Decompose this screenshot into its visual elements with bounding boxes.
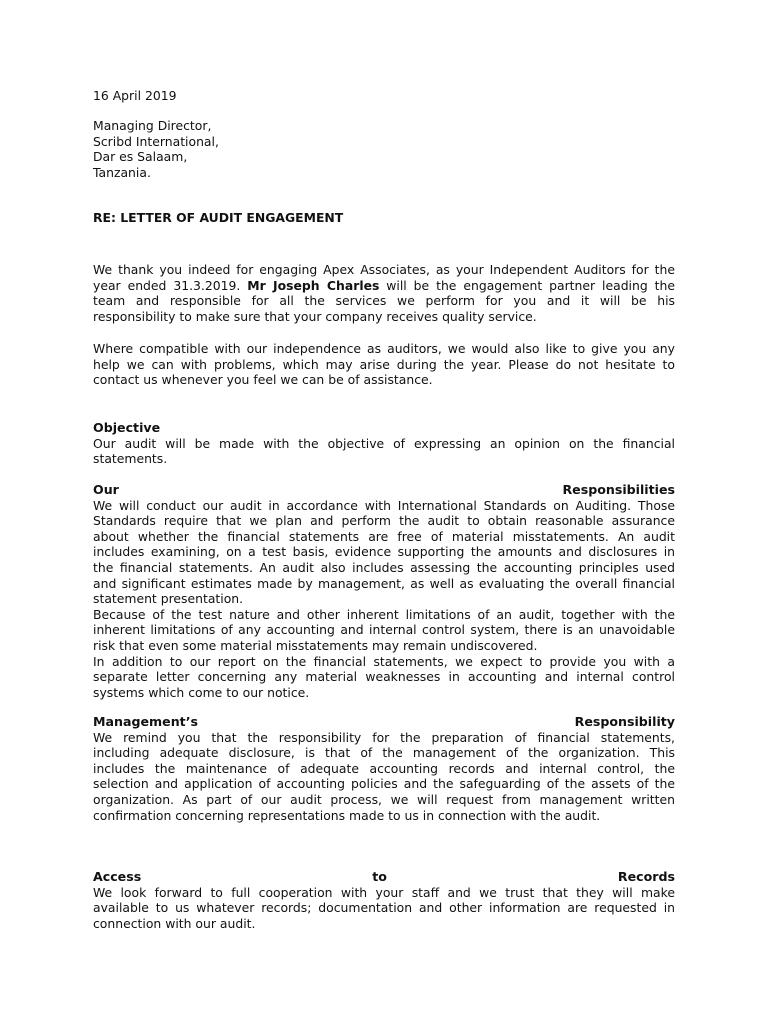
text-span: year ended 31.3.2019. <box>93 277 248 293</box>
intro-paragraph <box>93 262 675 324</box>
paragraph-line <box>93 278 675 294</box>
paragraph-line: about whether the financial statements are free of material misstatements. An audit <box>93 528 675 544</box>
paragraph-line: We remind you that the responsibility for the preparation of financial statements, <box>93 729 675 745</box>
recipient-line: Scribd International, <box>93 133 219 149</box>
recipient-address <box>93 118 675 180</box>
paragraph-line: organization. As part of our audit process, we will request from management written <box>93 791 675 807</box>
letter-subject: RE: LETTER OF AUDIT ENGAGEMENT <box>93 210 344 225</box>
paragraph-line: confirmation concerning representations made to us in connection with the audit. <box>93 807 601 823</box>
paragraph-line: We thank you indeed for engaging Apex Associates, as your Independent Auditors for the <box>93 262 675 277</box>
paragraph-line: statement presentation. <box>93 591 244 607</box>
paragraph-line: includes the maintenance of adequate accounting records and internal control, the <box>93 760 675 776</box>
responsibilities-section <box>93 482 675 700</box>
section-heading: Management’s Responsibility <box>93 714 675 729</box>
paragraph-line: We will conduct our audit in accordance with International Standards on Auditing. Those <box>93 497 675 513</box>
paragraph-line: the financial statements. An audit also includes assessing the accounting principles used <box>93 559 675 575</box>
paragraph-line: including adequate disclosure, is that of the management of the organization. This <box>93 745 675 761</box>
paragraph-line: help we can with problems, which may arise during the year. Please do not hesitate to <box>93 356 675 372</box>
paragraph-line: statements. <box>93 451 168 467</box>
paragraph-line: Standards require that we plan and perform the audit to obtain reasonable assurance <box>93 513 675 529</box>
paragraph-line: selection and application of accounting policies and the safeguarding of the assets of the <box>93 776 675 792</box>
compatible-paragraph <box>93 341 675 388</box>
section-heading: Access to Records <box>93 869 675 884</box>
paragraph-line: and significant estimates made by management, as well as evaluating the overall financial <box>93 575 675 591</box>
paragraph-line: We look forward to full cooperation with your staff and we trust that they will make <box>93 884 675 900</box>
paragraph-line: available to us whatever records; documentation and other information are requested in <box>93 900 675 916</box>
paragraph-line: systems which come to our notice. <box>93 684 310 700</box>
paragraph-line: team and responsible for all the services we perform for you and it will be his <box>93 293 675 309</box>
text-span: will be the engagement partner leading the <box>379 277 675 293</box>
recipient-line: Dar es Salaam, <box>93 149 188 165</box>
paragraph-line: risk that even some material misstatements may remain undiscovered. <box>93 637 538 653</box>
paragraph-line: includes examining, on a test basis, evidence supporting the amounts and disclosures in <box>93 544 675 560</box>
paragraph-line: contact us whenever you feel we can be of assistance. <box>93 372 433 388</box>
section-heading: Objective <box>93 420 161 435</box>
recipient-line: Managing Director, <box>93 118 212 133</box>
letter-date: 16 April 2019 <box>93 88 177 103</box>
paragraph-line: connection with our audit. <box>93 915 256 931</box>
paragraph-line: separate letter concerning any material weaknesses in accounting and internal control <box>93 669 675 685</box>
paragraph-line: Our audit will be made with the objective of expressing an opinion on the financial <box>93 435 675 451</box>
paragraph-line: inherent limitations of any accounting and internal control system, there is an unavoidable <box>93 622 675 638</box>
management-section <box>93 714 675 823</box>
recipient-line: Tanzania. <box>93 164 151 180</box>
paragraph-line: In addition to our report on the financial statements, we expect to provide you with a <box>93 653 675 669</box>
paragraph-line: responsibility to make sure that your company receives quality service. <box>93 308 537 324</box>
section-heading: Our Responsibilities <box>93 482 675 497</box>
access-section <box>93 869 675 931</box>
objective-section <box>93 420 675 467</box>
paragraph-line: Where compatible with our independence as auditors, we would also like to give you any <box>93 341 675 356</box>
paragraph-line: Because of the test nature and other inherent limitations of an audit, together with the <box>93 606 675 622</box>
engagement-partner-name: Mr Joseph Charles <box>247 277 380 293</box>
